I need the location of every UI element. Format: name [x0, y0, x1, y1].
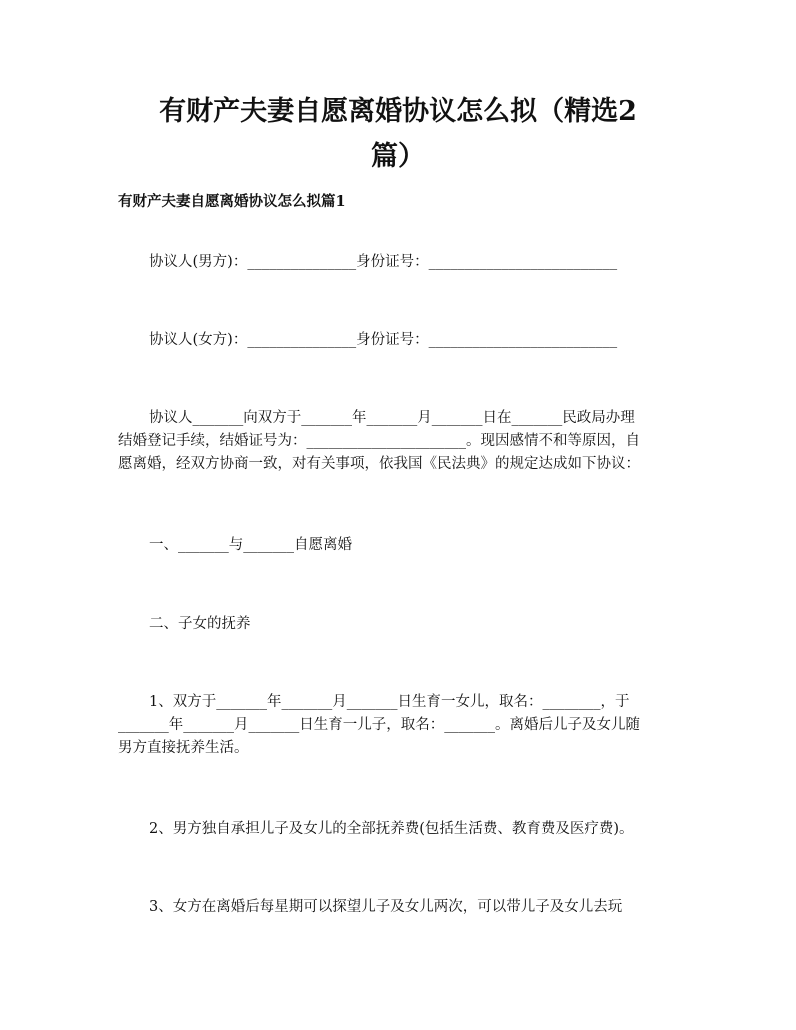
paragraph-line: 二、子女的抚养: [149, 616, 251, 632]
paragraph-line: 协议人(男方)：_______________身份证号：__________________________: [149, 254, 618, 270]
paragraph-marriage-registration: [118, 407, 683, 476]
paragraph-line: 男方直接抚养生活。: [118, 740, 249, 756]
paragraph-line: 协议人_______向双方于_______年_______月_______日在_______民政局办理: [149, 410, 635, 426]
clause-2-item-3: [118, 896, 683, 919]
paragraph-line: 1、双方于_______年_______月_______日生育一女儿，取名：________，于: [149, 694, 630, 710]
clause-2-item-1: [118, 691, 683, 760]
document-title-line-2: 篇）: [371, 141, 425, 172]
clause-2-item-2: [118, 818, 683, 841]
paragraph-line: 3、女方在离婚后每星期可以探望儿子及女儿两次，可以带儿子及女儿去玩: [149, 899, 623, 915]
clause-2-heading: [118, 613, 683, 636]
paragraph-line: 协议人(女方)：_______________身份证号：__________________________: [149, 332, 618, 348]
paragraph-male-party: [118, 251, 683, 274]
paragraph-female-party: [118, 329, 683, 352]
document-title-line-1: 有财产夫妻自愿离婚协议怎么拟（精选2: [159, 96, 637, 127]
paragraph-line: 愿离婚，经双方协商一致，对有关事项，依我国《民法典》的规定达成如下协议：: [118, 456, 640, 472]
paragraph-line: 2、男方独自承担儿子及女儿的全部抚养费(包括生活费、教育费及医疗费)。: [149, 821, 634, 837]
clause-1-divorce: [118, 534, 683, 557]
paragraph-line: _______年_______月_______日生育一儿子，取名：_______。离婚后儿子及女儿随: [118, 717, 640, 733]
section-heading: 有财产夫妻自愿离婚协议怎么拟篇1: [118, 193, 346, 210]
paragraph-line: 结婚登记手续，结婚证号为：______________________。现因感情不和等原因，自: [118, 433, 640, 449]
paragraph-line: 一、_______与_______自愿离婚: [149, 537, 352, 553]
